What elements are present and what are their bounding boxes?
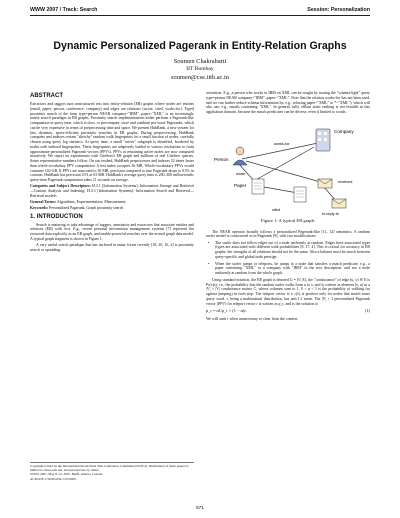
keywords-block xyxy=(30,206,194,211)
label-paper: Paper xyxy=(234,182,247,188)
intro-heading: 1. INTRODUCTION xyxy=(30,213,83,220)
company-node xyxy=(316,129,330,151)
general-terms-text: Algorithms, Experimentation, Measurement xyxy=(56,200,126,204)
author-name: Soumen Chakrabarti xyxy=(173,58,227,65)
figure-caption: Figure 1: A typical ER graph. xyxy=(260,217,316,223)
bullet-item-1: • The surfer does not follow edges out of a node uniformly at random. Edges have associated types (types are associated with different walk probabilities [8, 17, 4]. This is critical for accuracy in ER graphs: the strengths of all relations should not be the same. Also a balance must be struck between query-specific and global node prestige. xyxy=(206,241,370,260)
general-terms-heading: General Terms: xyxy=(30,200,57,204)
er-graph-figure xyxy=(206,121,370,217)
acm-line: ACM 978-1-59593-654-7/07/0005. xyxy=(30,476,77,481)
label-cited: cited xyxy=(272,207,281,212)
edge-company-paper xyxy=(254,147,314,181)
email-node-1 xyxy=(318,179,332,188)
categories-text: H.3.1 [Information Systems]: Information Storage and Retrieval—Content Analysis and Indexing; H.3.3 [Information Systems]: Information Search and Retrieval—Retrieval models xyxy=(30,184,194,198)
intro-paragraph-1: Search is maturing to take advantage of taggers, annotators and extractors that associate entities and relations (ER) with text. E.g., recent personal information management systems [7] represent the extracted data explicitly as an ER graph, and enable powerful searches over the textual graph data model. A typical graph fragment is shown in Figure 1. xyxy=(30,222,194,241)
keywords-heading: Keywords: xyxy=(30,206,49,211)
equation-1 xyxy=(206,309,370,314)
label-company: Company xyxy=(334,128,354,134)
author-email: soumen@cse.iitb.ac.in xyxy=(171,74,229,81)
copyright-text: Copyright is held by the International World Wide Web Conference Committee (IW3C2). Distribution of these papers is limited to classroom use, and personal use by others. xyxy=(30,464,189,473)
er-graph-diagram xyxy=(206,121,370,217)
page-number: 571 xyxy=(195,506,204,511)
general-terms-block xyxy=(30,200,194,205)
label-in-reply-to: in-reply-to xyxy=(322,211,339,216)
label-wrote: wrote xyxy=(236,171,246,176)
email-node-2 xyxy=(332,199,346,208)
categories-block xyxy=(30,184,194,198)
intro-paragraph-2: A very useful search paradigm that has surfaced in many forms recently [18, 20, 16, 4] is proximity search or spreading xyxy=(30,243,194,252)
right-paragraph-1: activation. E.g., a person who works in IBM on XML can be sought by issuing the "schema-light" query type=person NEAR company~"IBM", paper~"XML". Note that the relation works-for has not been used, and we can further reduce schema information by, e.g., relaxing paper~"XML" to *~"XML"), which will also use, e.g., emails containing "XML". In general, fully offline static ranking is not feasible in this application domain, because the match predicates can be diverse, even if limited to words. xyxy=(206,91,370,114)
keywords-text: Personalized Pagerank, Graph proximity search xyxy=(49,206,124,211)
bullet-item-2: • When the surfer jumps or teleports, he jumps to a node that satisfies a match predicate, e.g., a paper containing "XML" or a company with "IBM" in the text description, and not a node uniformly at random from the whole graph. xyxy=(206,262,370,276)
running-header-right: Session: Personalization xyxy=(307,7,370,13)
right-paragraph-4: We will omit r when unnecessary or clear from the context. xyxy=(206,317,299,321)
label-person: Person xyxy=(214,156,229,162)
author-affiliation: IIT Bombay xyxy=(186,66,214,72)
edge-paper-paper xyxy=(264,187,298,193)
abstract-text: Extractors and taggers turn unstructured text into entity-relation (ER) graphs where nodes are entities (email, paper, person, conference, company) and edges are relations (wrote, cited, works-for). Typed proximity search of the form type=person NEAR company~"IBM", paper~"XML" is an increasingly useful search paradigm in ER graphs. Proximity search implementations either perform a Pagerank-like computation at query time, which is slow, or precompute, store and combine per-word Pageranks, which can be very expensive in terms of preprocessing time and space. We present HubRank, a new system for fast, dynamic, space-efficient proximity searches in ER graphs. During preprocessing, HubRank computes and indexes certain "sketchy" random walk fingerprints for a small fraction of nodes, carefully chosen using query log statistics. At query time, a small "active" subgraph is identified, bordered by nodes with indexed fingerprints. These fingerprints are adaptively loaded to various resolutions to form approximate personalized Pagerank vectors (PPVs). PPVs at remaining active nodes are now computed iteratively. We report on experiments with CiteSeer's ER graph and millions of real CiteSeer queries. Some representative numbers follow. On our testbed, HubRank preprocesses and indexes 52 times faster than whole-vocabulary PPV computation. A text index occupies 56 MB. Whole-vocabulary PPVs would consume 102 GB. If PPVs are truncated to 56 MB, precision compared to true Pagerank drops to 0.55; in contrast, HubRank has precision 0.91 at 63 MB. HubRank's average query time is 200–300 milliseconds; query-time Pagerank computation takes 11 seconds on average. xyxy=(30,102,194,182)
person-node xyxy=(233,147,247,165)
equation-number: (1) xyxy=(364,308,370,314)
label-works-for: works-for xyxy=(274,141,290,146)
running-header-left: WWW 2007 / Track: Search xyxy=(30,7,98,13)
paper-title: Dynamic Personalized Pagerank in Entity-Relation Graphs xyxy=(53,40,347,52)
equation-body: p_r = αCp_r + (1 − α)r. xyxy=(206,308,247,314)
paper-node-2 xyxy=(294,187,306,202)
conference-line: WWW 2007, May 8–12, 2007, Banff, Alberta, Canada. xyxy=(30,472,103,477)
right-column xyxy=(206,91,370,323)
abstract-heading: ABSTRACT xyxy=(30,93,63,99)
left-column xyxy=(30,91,194,254)
right-paragraph-3: Using standard notation, the ER graph is denoted G = (V, E), the "conductance" of edge (u, v) ∈ E is Pr(v|u), i.e., the probability that the random surfer walks from u to v, and is written as element (v, u) in a |V| × |V| conductance matrix C, whose columns sum to 1. 0 < α < 1 is the probability of walking (as against jumping) in each step. The teleport vector is r; r(v) is positive only for nodes that match some query word. r, being a multinomial distribution, has unit L1 norm. The |V| × 1 personalized Pagerank vector (PPV) for teleport vector r is written as p_r, and is the solution to xyxy=(206,277,370,306)
categories-heading: Categories and Subject Descriptors: xyxy=(30,184,91,189)
copyright-footnote xyxy=(30,462,194,481)
header-rule xyxy=(30,15,370,16)
paper-node-1 xyxy=(252,179,264,194)
right-paragraph-2: The NEAR operator broadly follows a personalized Pagerank-like [11, 12] semantics. A random surfer model is constructed as in Pagerank [9], with two modifications: xyxy=(206,229,370,239)
label-received: received xyxy=(338,179,353,184)
